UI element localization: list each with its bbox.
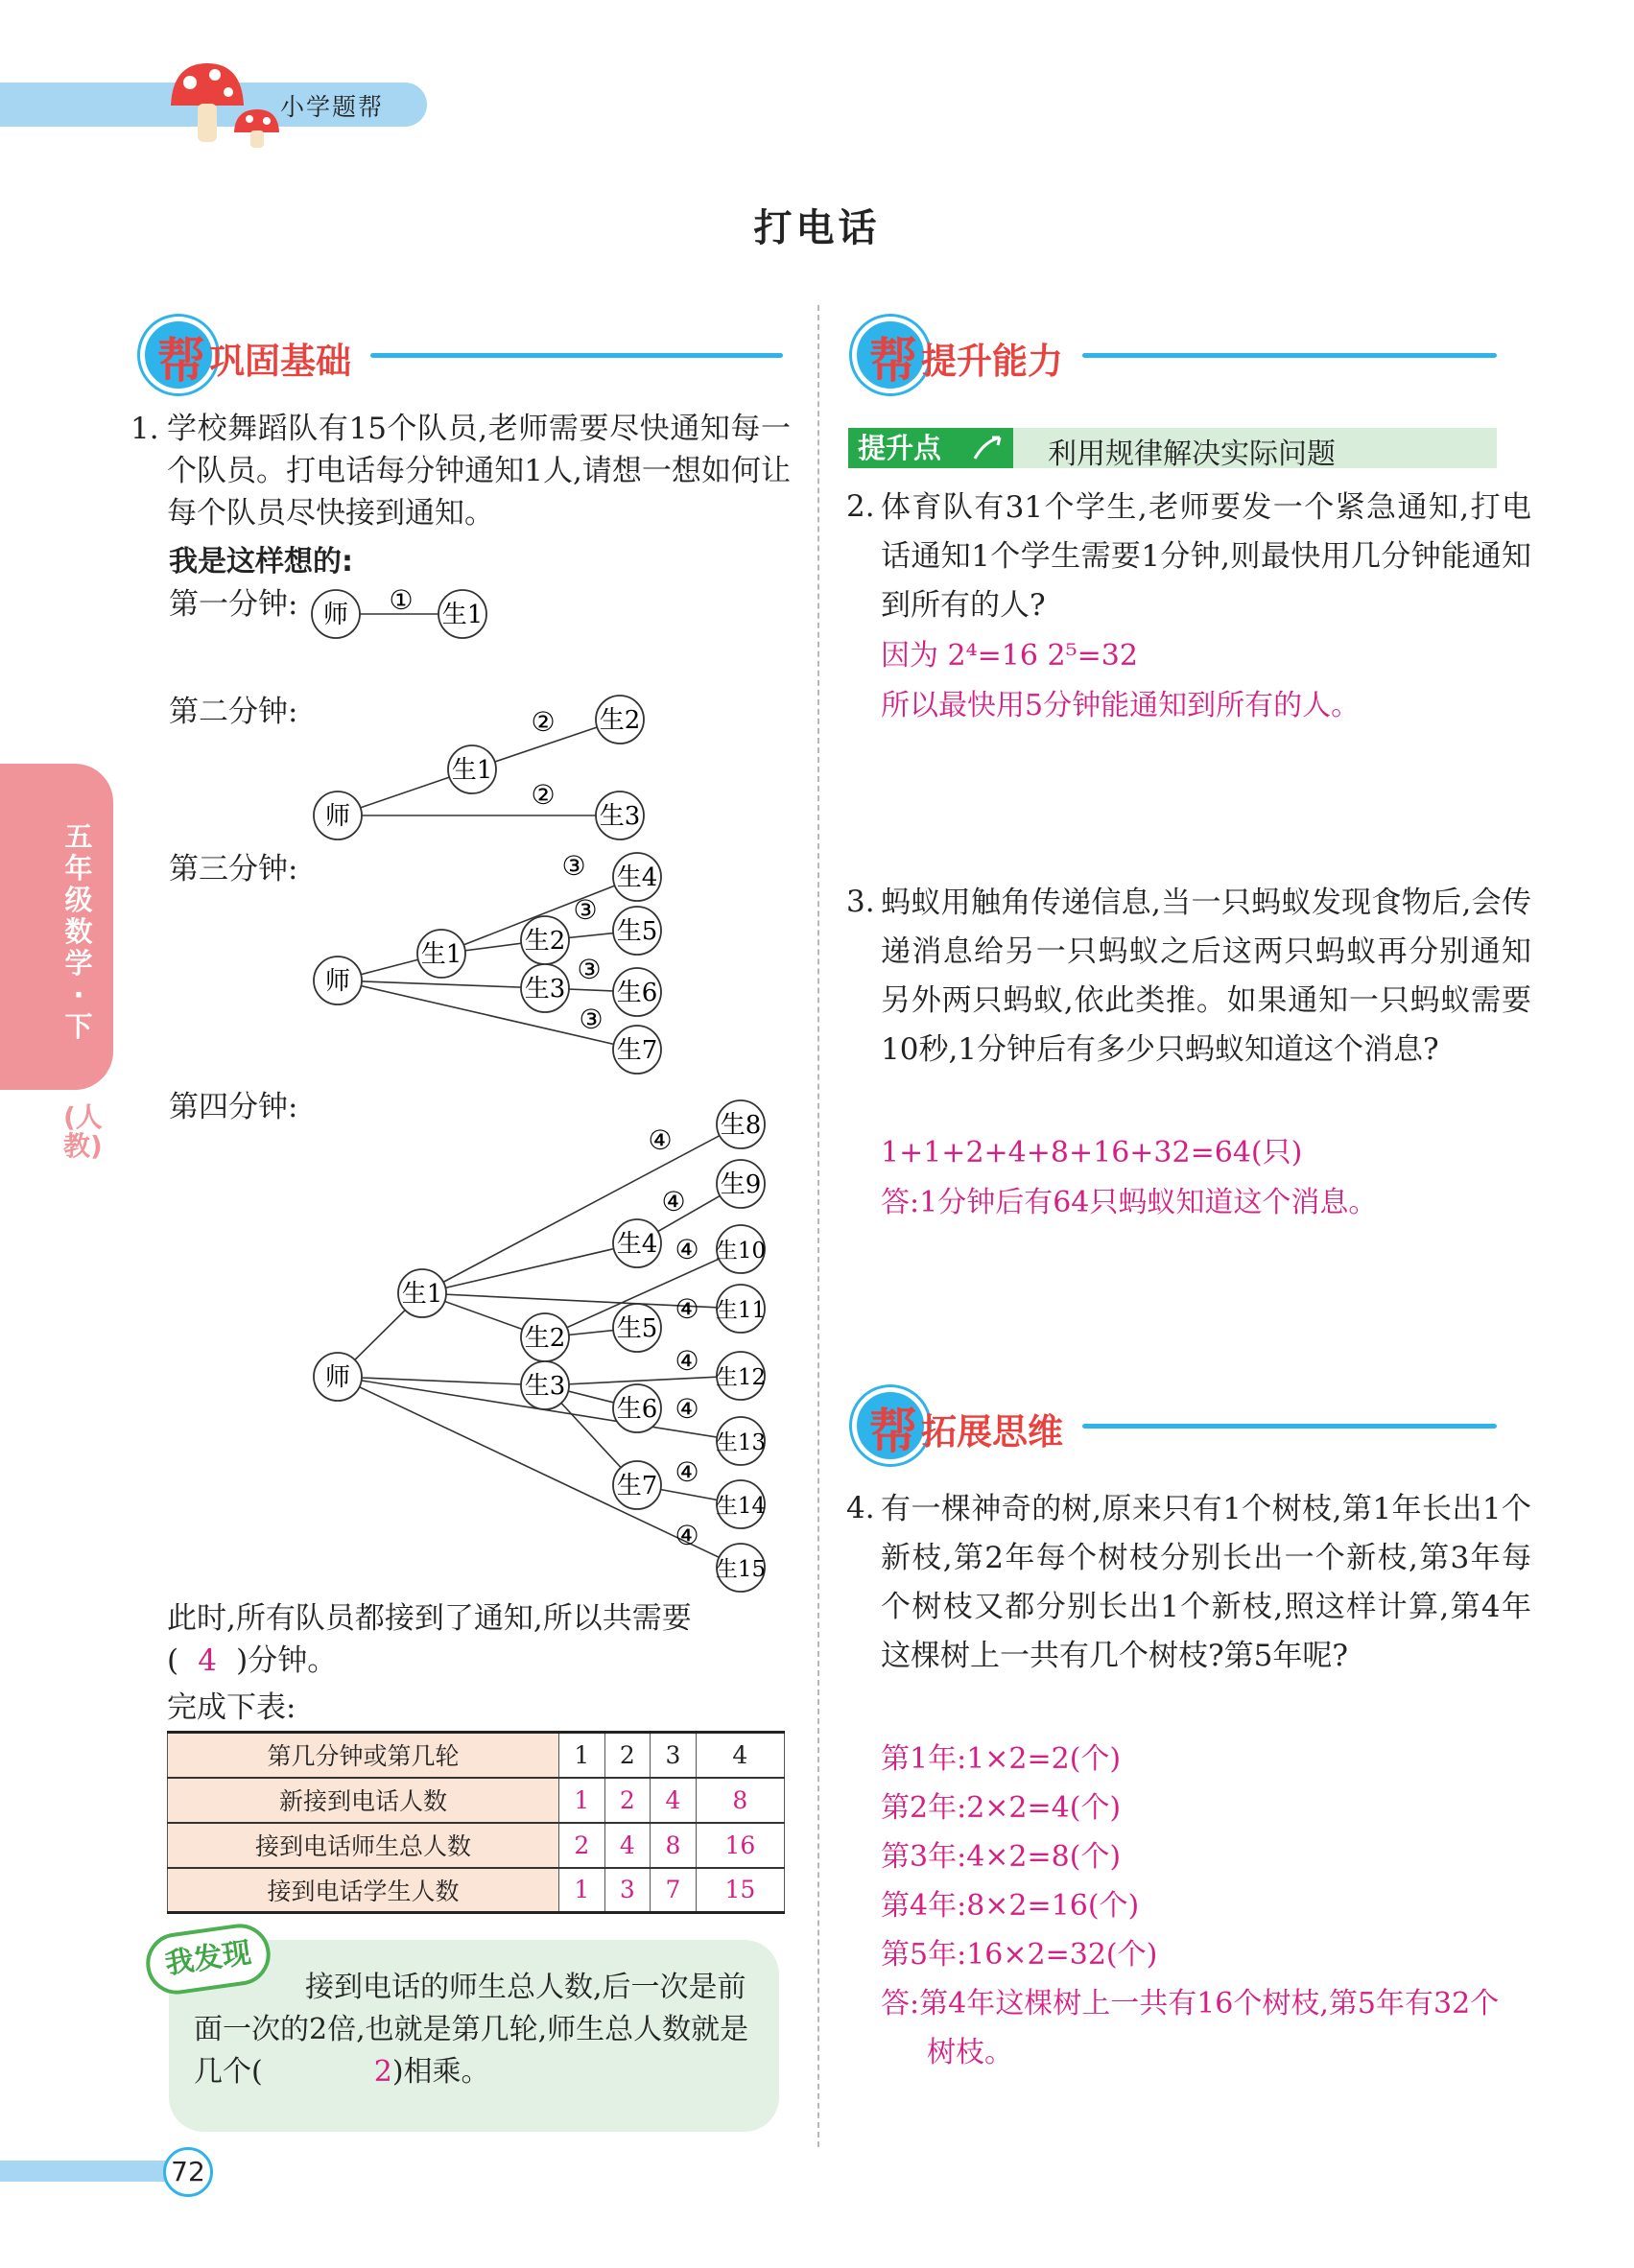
step-mark: ② bbox=[531, 779, 556, 811]
q3-number: 3. bbox=[846, 885, 875, 919]
step-mark: ④ bbox=[675, 1393, 699, 1425]
svg-text:生10: 生10 bbox=[715, 1239, 767, 1264]
step-mark: ③ bbox=[573, 894, 598, 926]
section-title: 拓展思维 bbox=[921, 1411, 1063, 1453]
discovery-badge: 我发现 bbox=[142, 1920, 274, 1997]
think-label: 我是这样想的: bbox=[169, 545, 353, 579]
svg-text:师: 师 bbox=[322, 601, 349, 629]
step-mark: ④ bbox=[675, 1456, 699, 1488]
q4-line-1: 第1年:1×2=2(个) bbox=[881, 1742, 1122, 1776]
svg-text:生7: 生7 bbox=[616, 1036, 658, 1065]
section-header-ability bbox=[852, 317, 1497, 393]
table-cell: 4 bbox=[696, 1733, 784, 1778]
q4-line-3: 第3年:4×2=8(个) bbox=[881, 1840, 1122, 1874]
tree-node bbox=[716, 1352, 766, 1400]
step-mark: ④ bbox=[675, 1345, 699, 1377]
table-row bbox=[168, 1733, 785, 1778]
svg-text:生13: 生13 bbox=[715, 1430, 767, 1455]
table-cell: 1 bbox=[559, 1868, 605, 1913]
tip-text: 利用规律解决实际问题 bbox=[1048, 437, 1336, 471]
q3-answer-line-1: 1+1+2+4+8+16+32=64(只) bbox=[881, 1136, 1303, 1169]
tree-node bbox=[596, 696, 644, 744]
q1-number: 1. bbox=[130, 412, 159, 446]
q4-number: 4. bbox=[846, 1491, 875, 1525]
svg-text:生8: 生8 bbox=[720, 1111, 762, 1140]
tree-node bbox=[596, 791, 644, 839]
footer-bar bbox=[0, 2161, 182, 2182]
side-edition-label: (人教) bbox=[63, 1101, 103, 1162]
result-table bbox=[167, 1731, 785, 1914]
q2-answer-line-1: 因为 2⁴=16 2⁵=32 bbox=[881, 639, 1138, 673]
call-tree-diagram bbox=[0, 0, 817, 1593]
table-cell: 15 bbox=[696, 1868, 784, 1913]
page-title: 打电话 bbox=[753, 206, 881, 250]
step-mark: ② bbox=[531, 706, 556, 738]
tree-node bbox=[613, 1026, 661, 1074]
table-cell: 4 bbox=[604, 1823, 651, 1868]
section-badge-char: 帮 bbox=[157, 333, 205, 389]
section-title: 巩固基础 bbox=[209, 341, 351, 382]
q3-text: 蚂蚁用触角传递信息,当一只蚂蚁发现食物后,会传递消息给另一只蚂蚁之后这两只蚂蚁再分别通知另外两只蚂蚁,依此类推。如果通知一只蚂蚁需要10秒,1分钟后有多少只蚂蚁知道这个消息? bbox=[881, 886, 1531, 1067]
minute-2-label: 第二分钟: bbox=[169, 695, 298, 729]
tree-node bbox=[717, 1160, 765, 1208]
table-cell: 1 bbox=[559, 1778, 605, 1823]
conclusion-unit: 分钟。 bbox=[248, 1643, 338, 1678]
section-badge-char: 帮 bbox=[869, 333, 917, 389]
tree-edge bbox=[422, 1124, 741, 1293]
table-row bbox=[168, 1823, 785, 1868]
section-header-thinking bbox=[852, 1387, 1497, 1464]
minute-4-label: 第四分钟: bbox=[169, 1090, 298, 1124]
section-rule bbox=[1082, 1424, 1497, 1429]
tree-node bbox=[613, 1219, 661, 1267]
table-cell: 2 bbox=[604, 1733, 651, 1778]
tree-node bbox=[716, 1417, 766, 1465]
table-cell: 3 bbox=[604, 1868, 651, 1913]
svg-text:生7: 生7 bbox=[616, 1472, 658, 1500]
svg-text:师: 师 bbox=[324, 802, 351, 831]
tree-node bbox=[521, 916, 569, 964]
paren-close: ) bbox=[236, 1643, 249, 1678]
tree-node bbox=[314, 957, 362, 1004]
q2-number: 2. bbox=[846, 489, 875, 524]
step-mark: ④ bbox=[648, 1124, 673, 1156]
brand-name: 小学题帮 bbox=[280, 93, 385, 121]
tree-node bbox=[613, 907, 661, 955]
svg-text:生6: 生6 bbox=[616, 979, 658, 1007]
table-cell: 4 bbox=[651, 1778, 697, 1823]
table-row bbox=[168, 1868, 785, 1913]
q3-answer-line-2: 答:1分钟后有64只蚂蚁知道这个消息。 bbox=[881, 1186, 1378, 1219]
step-mark: ③ bbox=[561, 850, 586, 882]
table-cell: 8 bbox=[696, 1778, 784, 1823]
step-mark: ④ bbox=[675, 1293, 699, 1325]
tip-label: 提升点 bbox=[848, 428, 1013, 468]
table-cell: 2 bbox=[604, 1778, 651, 1823]
tree-node bbox=[521, 1361, 569, 1409]
tree-node bbox=[613, 968, 661, 1016]
step-mark: ④ bbox=[661, 1186, 686, 1217]
tree-node bbox=[717, 1100, 765, 1148]
tree-node bbox=[398, 1269, 446, 1317]
svg-text:生12: 生12 bbox=[715, 1365, 767, 1390]
svg-text:生2: 生2 bbox=[524, 1324, 566, 1353]
table-row-label: 接到电话学生人数 bbox=[168, 1868, 559, 1913]
svg-text:生15: 生15 bbox=[715, 1557, 767, 1582]
section-title: 提升能力 bbox=[921, 341, 1063, 382]
table-cell: 3 bbox=[651, 1733, 697, 1778]
step-mark: ③ bbox=[579, 1004, 604, 1035]
svg-text:生5: 生5 bbox=[616, 917, 658, 946]
section-rule bbox=[1082, 353, 1497, 358]
q4-line-2: 第2年:2×2=4(个) bbox=[881, 1791, 1122, 1825]
page-number: 72 bbox=[163, 2147, 213, 2197]
tree-edge bbox=[545, 1376, 741, 1385]
svg-text:生11: 生11 bbox=[715, 1298, 767, 1323]
q4-line-4: 第4年:8×2=16(个) bbox=[881, 1889, 1140, 1923]
tree-node bbox=[521, 1313, 569, 1361]
svg-text:生9: 生9 bbox=[720, 1170, 762, 1199]
svg-text:生6: 生6 bbox=[616, 1395, 658, 1424]
table-row-label: 新接到电话人数 bbox=[168, 1778, 559, 1823]
q4-answer: 答:第4年这棵树上一共有16个树枝,第5年有32个树枝。 bbox=[881, 1987, 1500, 2069]
section-badge-char: 帮 bbox=[869, 1404, 917, 1459]
tree-node bbox=[314, 1353, 362, 1401]
step-mark: ④ bbox=[675, 1234, 699, 1265]
tree-node bbox=[448, 745, 496, 793]
step-mark: ④ bbox=[675, 1520, 699, 1551]
svg-text:生2: 生2 bbox=[524, 927, 566, 956]
tree-node bbox=[716, 1480, 766, 1528]
discovery-text bbox=[194, 1967, 766, 2093]
tree-node bbox=[716, 1544, 766, 1592]
table-row-label: 第几分钟或第几轮 bbox=[168, 1733, 559, 1778]
tree-node bbox=[521, 964, 569, 1012]
tree-node bbox=[613, 1304, 661, 1352]
table-cell: 2 bbox=[559, 1823, 605, 1868]
svg-text:师: 师 bbox=[324, 967, 351, 996]
paren-open: ( bbox=[167, 1643, 179, 1678]
column-divider bbox=[817, 305, 819, 2147]
q4-text: 有一棵神奇的树,原来只有1个树枝,第1年长出1个新枝,第2年每个树枝分别长出一个新枝,第3年每个树枝又都分别长出1个新枝,照这样计算,第4年这棵树上一共有几个树枝?第5年呢? bbox=[881, 1492, 1531, 1673]
table-cell: 1 bbox=[559, 1733, 605, 1778]
step-mark: ① bbox=[389, 584, 414, 616]
q2-answer-line-2: 所以最快用5分钟能通知到所有的人。 bbox=[881, 689, 1361, 722]
q1-text: 学校舞蹈队有15个队员,老师需要尽快通知每一个队员。打电话每分钟通知1人,请想一想如何让每个队员尽快接到通知。 bbox=[167, 412, 791, 531]
discovery-text-b: )相乘。 bbox=[391, 2055, 490, 2089]
table-cell: 8 bbox=[651, 1823, 697, 1868]
svg-text:生14: 生14 bbox=[715, 1494, 767, 1519]
tree-edge bbox=[422, 1243, 637, 1293]
tree-node bbox=[438, 590, 486, 638]
svg-text:生5: 生5 bbox=[616, 1314, 658, 1343]
discovery-text-a: 接到电话的师生总人数,后一次是前面一次的2倍,也就是第几轮,师生总人数就是几个( bbox=[194, 1971, 749, 2089]
q4-line-5: 第5年:16×2=32(个) bbox=[881, 1938, 1158, 1972]
tree-node bbox=[716, 1285, 766, 1333]
tree-node bbox=[613, 1461, 661, 1509]
svg-text:生1: 生1 bbox=[441, 601, 484, 629]
q2-text: 体育队有31个学生,老师要发一个紧急通知,打电话通知1个学生需要1分钟,则最快用几分钟能通知到所有的人? bbox=[881, 490, 1531, 623]
table-row bbox=[168, 1778, 785, 1823]
tree-node bbox=[314, 791, 362, 839]
table-cell: 7 bbox=[651, 1868, 697, 1913]
table-cell: 16 bbox=[696, 1823, 784, 1868]
minute-1-label: 第一分钟: bbox=[169, 587, 298, 622]
tree-node bbox=[312, 590, 360, 638]
svg-text:生1: 生1 bbox=[420, 940, 462, 969]
svg-text:生3: 生3 bbox=[599, 802, 641, 831]
discovery-answer: 2 bbox=[373, 2055, 392, 2089]
table-title: 完成下表: bbox=[167, 1690, 296, 1725]
svg-text:生4: 生4 bbox=[616, 863, 658, 892]
conclusion-answer: 4 bbox=[198, 1643, 217, 1678]
svg-text:师: 师 bbox=[324, 1363, 351, 1392]
svg-text:生3: 生3 bbox=[524, 975, 566, 1004]
tree-node bbox=[716, 1225, 766, 1273]
svg-text:生3: 生3 bbox=[524, 1372, 566, 1401]
svg-text:生2: 生2 bbox=[599, 706, 641, 735]
svg-text:生1: 生1 bbox=[451, 756, 493, 785]
q1-conclusion bbox=[167, 1597, 791, 1682]
table-row-label: 接到电话师生总人数 bbox=[168, 1823, 559, 1868]
side-grade-label: 五年级数学·下 bbox=[64, 820, 93, 1043]
tree-node bbox=[613, 853, 661, 901]
step-mark: ③ bbox=[577, 954, 602, 985]
minute-3-label: 第三分钟: bbox=[169, 852, 298, 886]
tree-node bbox=[417, 930, 465, 978]
tree-node bbox=[613, 1384, 661, 1432]
svg-text:生4: 生4 bbox=[616, 1230, 658, 1259]
svg-text:生1: 生1 bbox=[401, 1280, 443, 1309]
arrow-icon bbox=[971, 432, 1006, 464]
conclusion-text: 此时,所有队员都接到了通知,所以共需要 bbox=[167, 1601, 692, 1636]
